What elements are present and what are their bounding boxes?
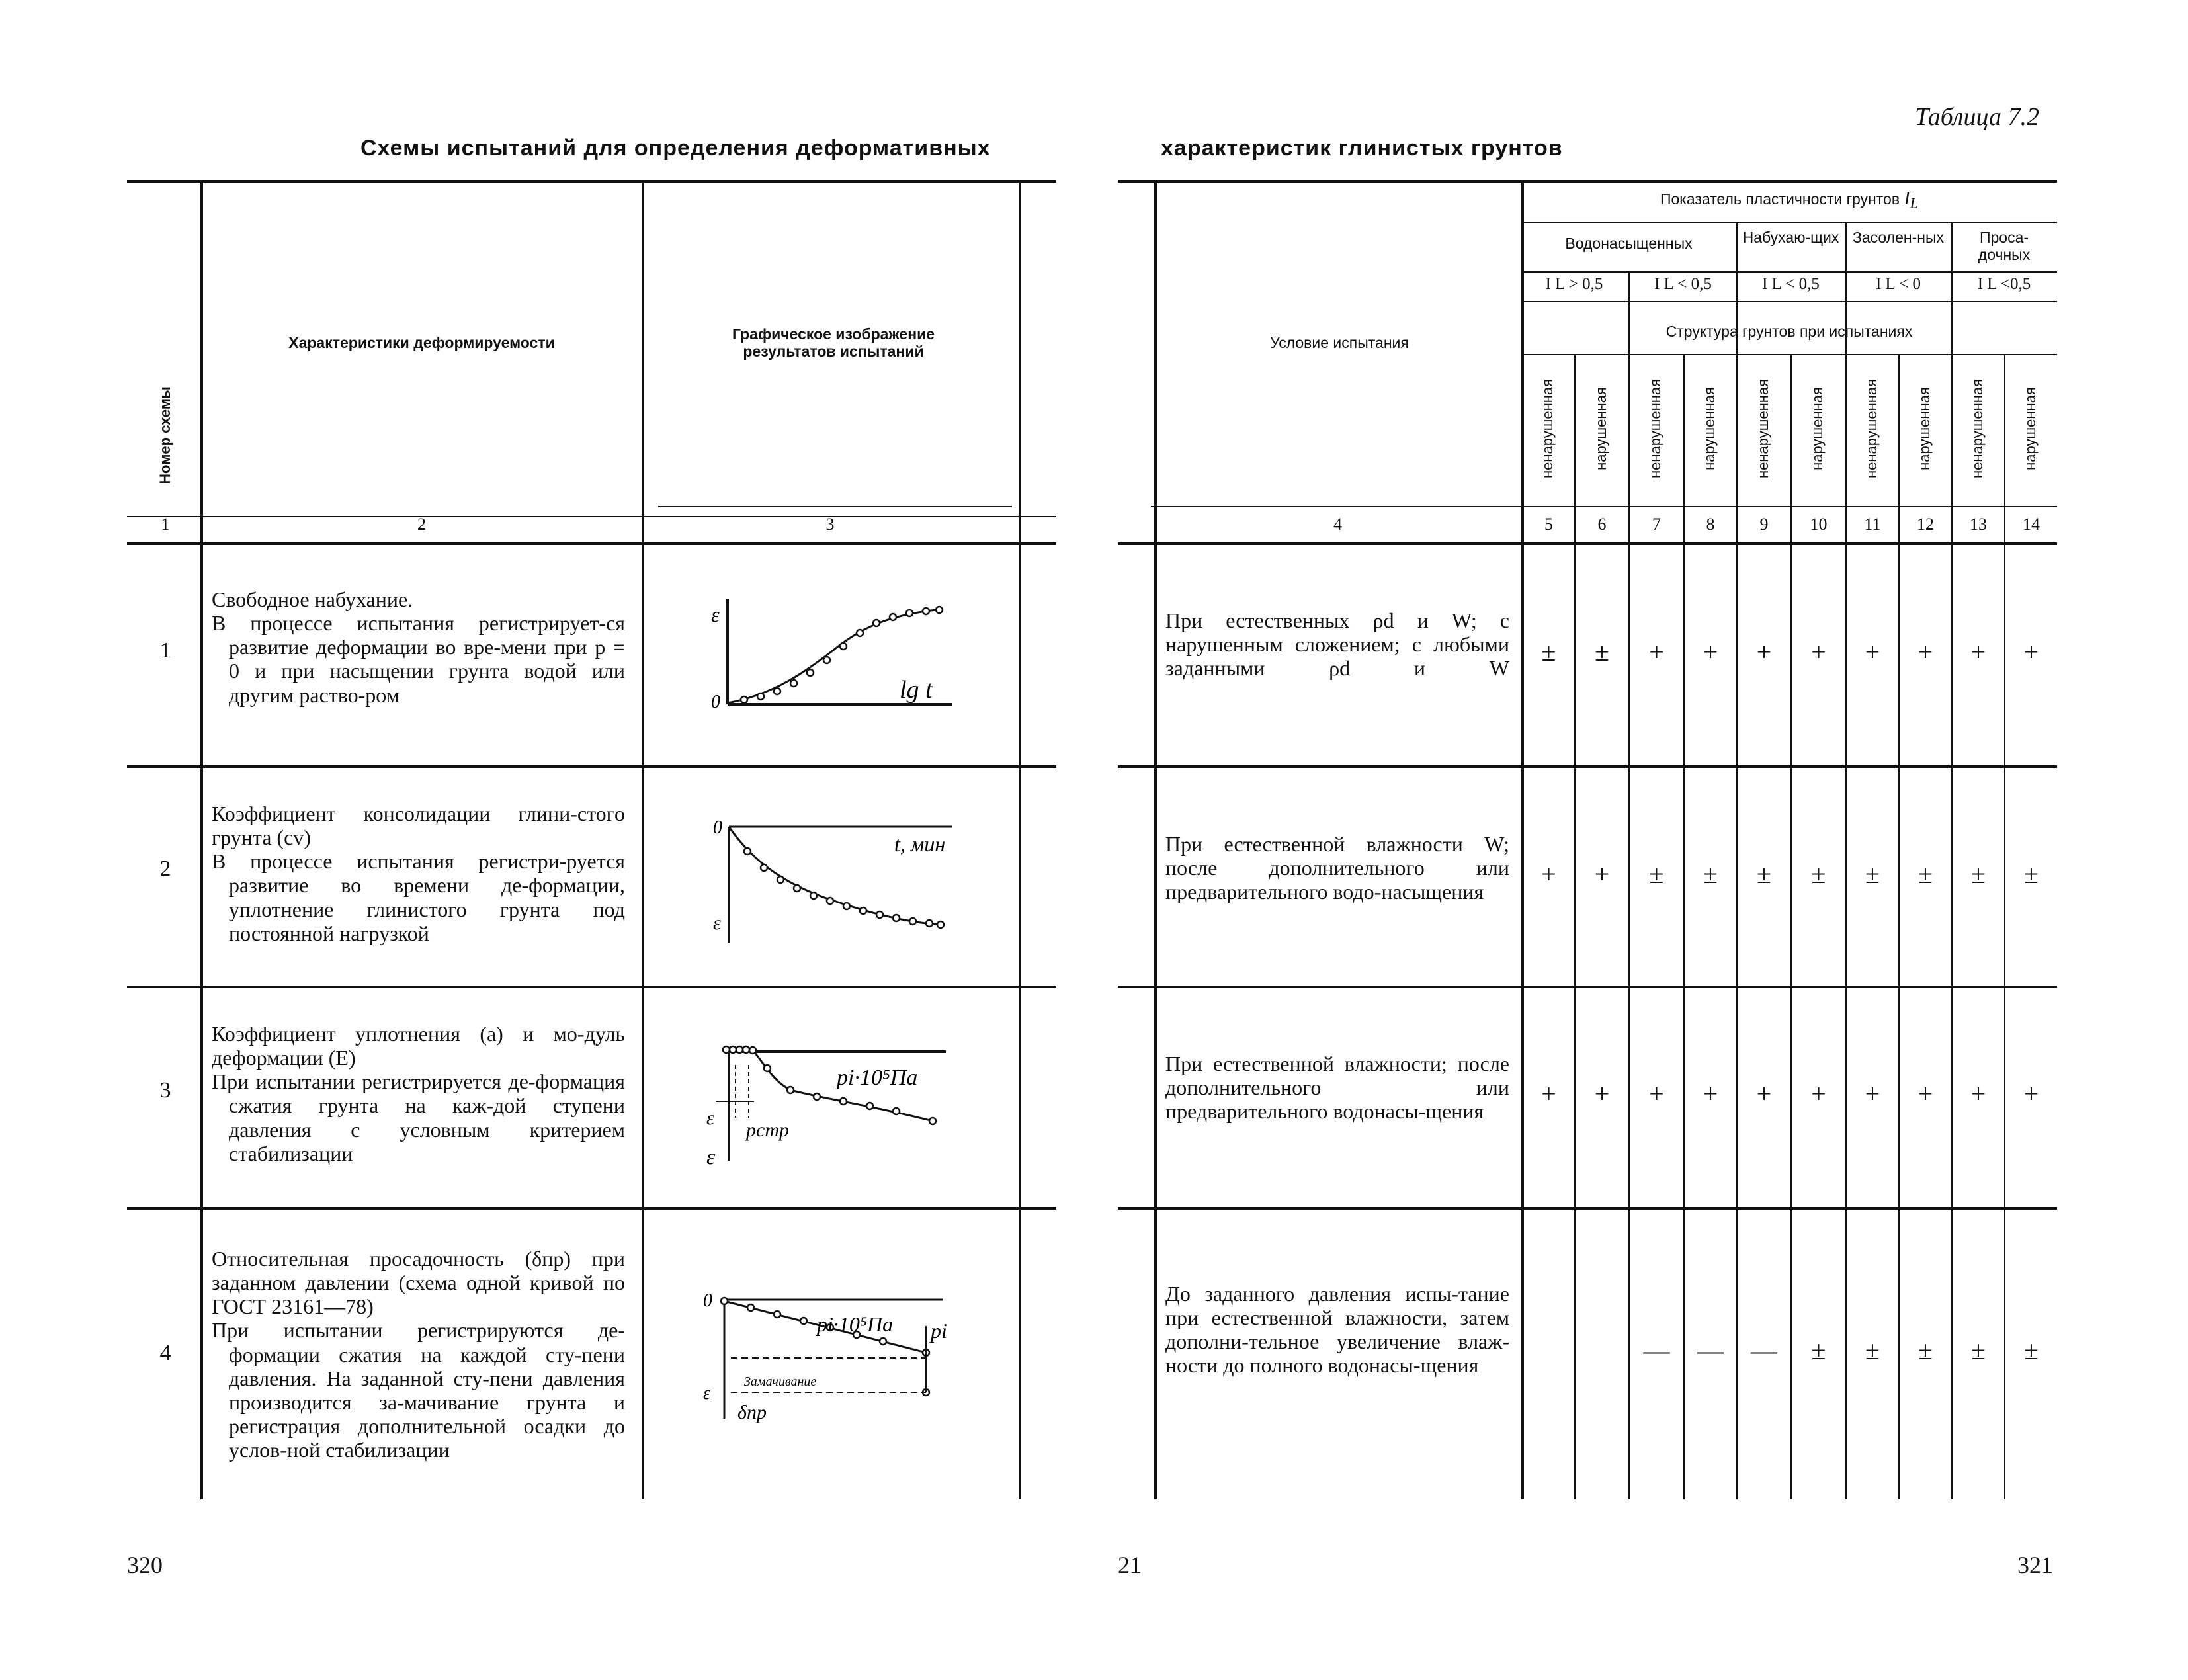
mark: + xyxy=(1917,637,1933,667)
rule xyxy=(1118,542,2057,545)
mark: ± xyxy=(1811,1335,1826,1365)
row-1-description: В процессе испытания регистрирует-ся развитие деформации во вре-мени при p = 0 и при насыщении грунта водой или другим раство-ром xyxy=(212,611,625,707)
range-4: I L < 0 xyxy=(1875,275,1921,293)
mark: + xyxy=(1865,637,1880,667)
header-plasticity xyxy=(1528,189,2050,212)
rule xyxy=(127,542,1056,545)
group-saline: Засолен-ных xyxy=(1852,229,1945,246)
mark: ± xyxy=(1811,859,1826,889)
colnum-14: 14 xyxy=(2023,515,2040,534)
row-4-title: Относительная просадочность (δпр) при заданном давлении (схема одной кривой по ГОСТ 23161—78) xyxy=(212,1247,625,1319)
graph-4-right-label: pi xyxy=(931,1319,947,1343)
row-1-characteristic xyxy=(212,587,625,707)
group-swelling: Набухаю-щих xyxy=(1742,229,1839,246)
mark: + xyxy=(1970,637,1986,667)
graph-subsidence xyxy=(698,1286,962,1432)
row-4-characteristic xyxy=(212,1247,625,1462)
mark: ± xyxy=(1971,1335,1986,1365)
rule xyxy=(1521,301,2057,302)
graph-2-y-label: ε xyxy=(713,912,721,934)
colnum-6: 6 xyxy=(1597,515,1607,534)
structure-9: ненарушенная xyxy=(1755,378,1771,479)
graph-3-x-label: pi·10⁵Па xyxy=(837,1066,918,1090)
row-2-title: Коэффициент консолидации глини-стого грунта (cv) xyxy=(212,802,625,850)
mark: + xyxy=(2023,1079,2039,1109)
mark: + xyxy=(1811,637,1826,667)
header-condition: Условие испытания xyxy=(1270,334,1409,351)
rule xyxy=(1118,1207,2057,1210)
mark: ± xyxy=(1971,859,1986,889)
row-2-description: В процессе испытания регистри-руется развитие во времени де-формации, уплотнение глинистого грунта под постоянной нагрузкой xyxy=(212,849,625,945)
colnum-1: 1 xyxy=(161,515,170,534)
colnum-3: 3 xyxy=(825,515,835,534)
mark: — xyxy=(1643,1335,1670,1365)
mark: + xyxy=(1649,637,1664,667)
rule xyxy=(1019,180,1021,1499)
mark: ± xyxy=(1757,859,1771,889)
range-5: I L <0,5 xyxy=(1977,275,2031,293)
rule xyxy=(1118,765,2057,768)
structure-13: ненарушенная xyxy=(1969,378,1986,479)
row-3-condition: При естественной влажности; после дополнительного или предварительного водонасы-щения xyxy=(1165,1052,1509,1124)
header-scheme-no: Номер схемы xyxy=(157,386,173,484)
page-number-center: 21 xyxy=(1118,1552,1142,1578)
structure-5: ненарушенная xyxy=(1539,378,1556,479)
header-graphic: Графическое изображение результатов испытаний xyxy=(732,325,935,360)
rule xyxy=(1521,222,2057,223)
mark: + xyxy=(1541,1079,1556,1109)
rule xyxy=(127,765,1056,768)
table-title-right: характеристик глинистых грунтов xyxy=(1161,136,1563,161)
mark: ± xyxy=(1703,859,1718,889)
mark: ± xyxy=(1595,637,1609,667)
plasticity-label: Показатель пластичности грунтов xyxy=(1660,190,1900,208)
mark: + xyxy=(1703,1079,1718,1109)
row-1-condition: При естественных ρd и W; с нарушенным сложением; с любыми заданными ρd и W xyxy=(1165,609,1509,681)
graph-4-soak-label: Замачивание xyxy=(744,1374,817,1389)
page-number-left: 320 xyxy=(127,1552,163,1578)
mark: + xyxy=(1756,637,1772,667)
mark: + xyxy=(1865,1079,1880,1109)
mark: + xyxy=(1756,1079,1772,1109)
colnum-5: 5 xyxy=(1544,515,1553,534)
mark: + xyxy=(1970,1079,1986,1109)
row-4-number: 4 xyxy=(159,1341,171,1365)
header-structure: Структура грунтов при испытаниях xyxy=(1665,323,1913,340)
row-3-title: Коэффициент уплотнения (a) и мо-дуль деформации (E) xyxy=(212,1022,625,1070)
rule xyxy=(127,180,1056,183)
row-4-description: При испытании регистрируются де-формации сжатия на каждой сту-пени давления. На заданной сту-пени давления производится за-мачивание грунта и регистрация дополнительной осадки до услов-ной стабилизации xyxy=(212,1318,625,1462)
row-3-description: При испытании регистрируется де-формация сжатия грунта на каж-дой ступени давления с условным критерием стабилизации xyxy=(212,1070,625,1165)
row-3-number: 3 xyxy=(159,1078,171,1103)
row-2-characteristic xyxy=(212,802,625,945)
structure-10: нарушенная xyxy=(1809,387,1826,470)
structure-12: нарушенная xyxy=(1916,387,1933,470)
colnum-11: 11 xyxy=(1864,515,1881,534)
table-number: Таблица 7.2 xyxy=(1915,103,2039,131)
mark: ± xyxy=(1865,1335,1880,1365)
mark: — xyxy=(1697,1335,1724,1365)
colnum-8: 8 xyxy=(1706,515,1715,534)
graph-3-extra-label: pстр xyxy=(746,1119,789,1141)
rule xyxy=(642,180,644,1499)
structure-11: ненарушенная xyxy=(1863,378,1880,479)
graph-3-y-label: ε xyxy=(706,1145,716,1169)
row-1-number: 1 xyxy=(159,638,171,663)
rule xyxy=(127,1207,1056,1210)
graph-consolidation xyxy=(708,817,959,949)
structure-14: нарушенная xyxy=(2022,387,2039,470)
mark: ± xyxy=(1918,1335,1933,1365)
mark: ± xyxy=(2024,859,2039,889)
mark: + xyxy=(1594,1079,1610,1109)
table-title-left: Схемы испытаний для определения деформативных xyxy=(360,136,991,161)
mark: + xyxy=(1917,1079,1933,1109)
mark: + xyxy=(1703,637,1718,667)
mark: ± xyxy=(1649,859,1664,889)
graph-4-y-label: ε xyxy=(703,1383,711,1404)
structure-8: нарушенная xyxy=(1701,387,1718,470)
colnum-9: 9 xyxy=(1759,515,1769,534)
row-4-condition: До заданного давления испы-тание при естественной влажности, затем дополни-тельное увеличение влаж-ности до полного водонасы-щения xyxy=(1165,1282,1509,1378)
mark: ± xyxy=(1865,859,1880,889)
rule xyxy=(127,986,1056,988)
group-water-saturated: Водонасыщенных xyxy=(1565,235,1693,252)
rule xyxy=(1521,354,2057,355)
colnum-13: 13 xyxy=(1970,515,1987,534)
range-1: I L > 0,5 xyxy=(1545,275,1603,293)
graph-2-origin: 0 xyxy=(713,818,722,838)
colnum-4: 4 xyxy=(1333,515,1342,534)
graph-2-x-label: t, мин xyxy=(894,832,946,856)
colnum-2: 2 xyxy=(417,515,426,534)
colnum-7: 7 xyxy=(1652,515,1661,534)
graph-4-origin: 0 xyxy=(703,1290,712,1311)
plasticity-subscript: L xyxy=(1910,194,1919,212)
graph-swelling xyxy=(708,585,959,718)
rule xyxy=(658,506,1012,507)
range-3: I L < 0,5 xyxy=(1762,275,1820,293)
mark: + xyxy=(2023,637,2039,667)
range-2: I L < 0,5 xyxy=(1654,275,1712,293)
mark: + xyxy=(1811,1079,1826,1109)
header-deformability: Характеристики деформируемости xyxy=(288,334,555,351)
rule xyxy=(1521,271,2057,273)
rule xyxy=(1521,180,1524,1499)
graph-4-delta-label: δпр xyxy=(737,1402,767,1423)
row-2-condition: При естественной влажности W; после дополнительного или предварительного водо-насыщения xyxy=(1165,832,1509,904)
row-3-characteristic xyxy=(212,1022,625,1165)
colnum-12: 12 xyxy=(1917,515,1934,534)
plasticity-symbol: I xyxy=(1904,189,1910,209)
graph-3-y-label-top: ε xyxy=(706,1107,714,1129)
graph-compression xyxy=(701,1038,966,1171)
graph-1-x-label: lg t xyxy=(900,676,933,704)
mark: ± xyxy=(1918,859,1933,889)
rule xyxy=(1151,506,2057,507)
structure-6: нарушенная xyxy=(1593,387,1609,470)
mark: ± xyxy=(2024,1335,2039,1365)
rule xyxy=(200,180,203,1499)
graph-4-x-label: pi·10⁵Па xyxy=(817,1312,894,1336)
mark: + xyxy=(1594,859,1610,889)
rule xyxy=(1118,180,2057,183)
graph-1-y-label: ε xyxy=(711,603,720,626)
row-2-number: 2 xyxy=(159,857,171,881)
mark: + xyxy=(1649,1079,1664,1109)
mark: ± xyxy=(1541,637,1556,667)
group-subsiding: Проса-дочных xyxy=(1978,229,2031,264)
graph-1-origin: 0 xyxy=(711,692,720,712)
mark: — xyxy=(1751,1335,1777,1365)
colnum-10: 10 xyxy=(1810,515,1828,534)
rule xyxy=(1154,180,1157,1499)
page-number-right: 321 xyxy=(2017,1552,2053,1578)
structure-7: ненарушенная xyxy=(1647,378,1663,479)
row-1-title: Свободное набухание. xyxy=(212,587,413,611)
rule xyxy=(1118,986,2057,988)
mark: + xyxy=(1541,859,1556,889)
